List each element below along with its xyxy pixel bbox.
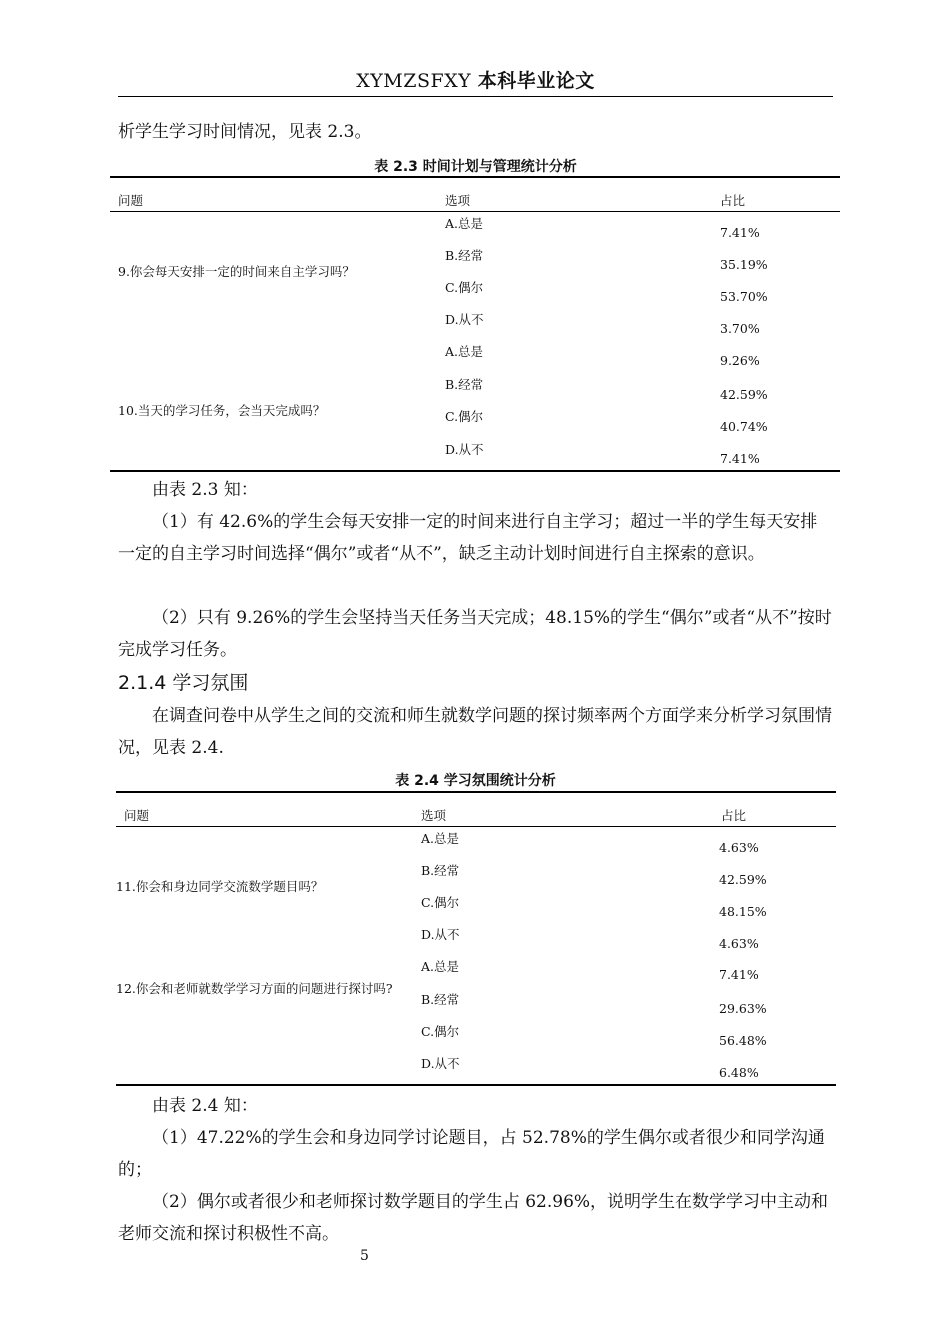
table2-value: 4.63% — [719, 840, 759, 855]
table1-value: 9.26% — [720, 353, 760, 368]
table1 — [110, 176, 840, 474]
table2-option: B.经常 — [421, 992, 460, 1007]
table1-option: A.总是 — [445, 216, 484, 231]
table2-value: 42.59% — [719, 872, 767, 887]
table2-option: C.偶尔 — [421, 1024, 460, 1039]
table1-caption: 表 2.3 时间计划与管理统计分析 — [374, 159, 577, 175]
table2-question-11: 11.你会和身边同学交流数学题目吗？ — [116, 879, 324, 894]
table2-col-question: 问题 — [124, 808, 150, 823]
table2-top-rule — [116, 791, 836, 793]
table2 — [116, 791, 836, 1089]
table2-option: B.经常 — [421, 863, 460, 878]
table1-option: D.从不 — [445, 442, 484, 457]
table1-value: 35.19% — [720, 257, 768, 272]
table1-option: C.偶尔 — [445, 280, 484, 295]
table1-value: 40.74% — [720, 419, 768, 434]
table2-value: 48.15% — [719, 904, 767, 919]
table1-option: C.偶尔 — [445, 409, 484, 424]
table2-value: 29.63% — [719, 1001, 767, 1016]
table2-option: D.从不 — [421, 927, 460, 942]
table2-value: 7.41% — [719, 967, 759, 982]
intro-line: 析学生学习时间情况，见表 2.3。 — [118, 122, 372, 142]
table1-col-option: 选项 — [445, 193, 471, 208]
table1-value: 42.59% — [720, 387, 768, 402]
table1-option: B.经常 — [445, 377, 484, 392]
page-header — [118, 66, 833, 97]
section-number: 2.1.4 — [118, 672, 167, 694]
table1-bottom-rule — [110, 470, 840, 472]
table1-value: 3.70% — [720, 321, 760, 336]
header-title: 本科毕业论文 — [477, 70, 595, 92]
table2-question-12: 12.你会和老师就数学学习方面的问题进行探讨吗? — [116, 981, 393, 996]
table2-option: C.偶尔 — [421, 895, 460, 910]
section-heading — [118, 668, 248, 695]
section-intro: 在调查问卷中从学生之间的交流和师生就数学问题的探讨频率两个方面学来分析学习氛围情况，见表 2.4. — [118, 706, 832, 758]
table1-option: A.总是 — [445, 344, 484, 359]
table2-value: 4.63% — [719, 936, 759, 951]
table2-option: D.从不 — [421, 1056, 460, 1071]
table2-caption: 表 2.4 学习氛围统计分析 — [395, 773, 556, 789]
table1-col-ratio: 占比 — [720, 193, 746, 208]
table1-question-9: 9.你会每天安排一定的时间来自主学习吗？ — [118, 264, 355, 279]
table2-col-option: 选项 — [421, 808, 447, 823]
table1-value: 7.41% — [720, 451, 760, 466]
table1-col-question: 问题 — [118, 193, 144, 208]
analysis2-point-2: （2）偶尔或者很少和老师探讨数学题目的学生占 62.96%，说明学生在数学学习中主动和老师交流和探讨积极性不高。 — [118, 1192, 829, 1244]
table2-bottom-rule — [116, 1084, 836, 1086]
table2-col-ratio: 占比 — [721, 808, 747, 823]
table2-value: 6.48% — [719, 1065, 759, 1080]
analysis2-point-1: （1）47.22%的学生会和身边同学讨论题目，占 52.78%的学生偶尔或者很少和同学沟通的； — [118, 1128, 825, 1180]
table1-top-rule — [110, 176, 840, 178]
table2-header-rule — [116, 826, 836, 827]
table1-option: B.经常 — [445, 248, 484, 263]
table2-option: A.总是 — [421, 831, 460, 846]
analysis1-lead: 由表 2.3 知： — [152, 480, 258, 500]
analysis1-point-1: （1）有 42.6%的学生会每天安排一定的时间来进行自主学习；超过一半的学生每天安排一定的自主学习时间选择“偶尔”或者“从不”，缺乏主动计划时间进行自主探索的意识。 — [118, 512, 818, 564]
table2-option: A.总是 — [421, 959, 460, 974]
section-title: 学习氛围 — [172, 672, 249, 694]
analysis2-lead: 由表 2.4 知： — [152, 1096, 258, 1116]
table1-option: D.从不 — [445, 312, 484, 327]
table1-value: 7.41% — [720, 225, 760, 240]
analysis1-point-2: （2）只有 9.26%的学生会坚持当天任务当天完成；48.15%的学生“偶尔”或者“从不”按时完成学习任务。 — [118, 608, 832, 660]
table1-header-rule — [110, 211, 840, 212]
page-number: 5 — [360, 1248, 369, 1264]
table1-question-10: 10.当天的学习任务，会当天完成吗？ — [118, 403, 326, 418]
table2-value: 56.48% — [719, 1033, 767, 1048]
header-prefix: XYMZSFXY — [356, 70, 472, 92]
table1-value: 53.70% — [720, 289, 768, 304]
